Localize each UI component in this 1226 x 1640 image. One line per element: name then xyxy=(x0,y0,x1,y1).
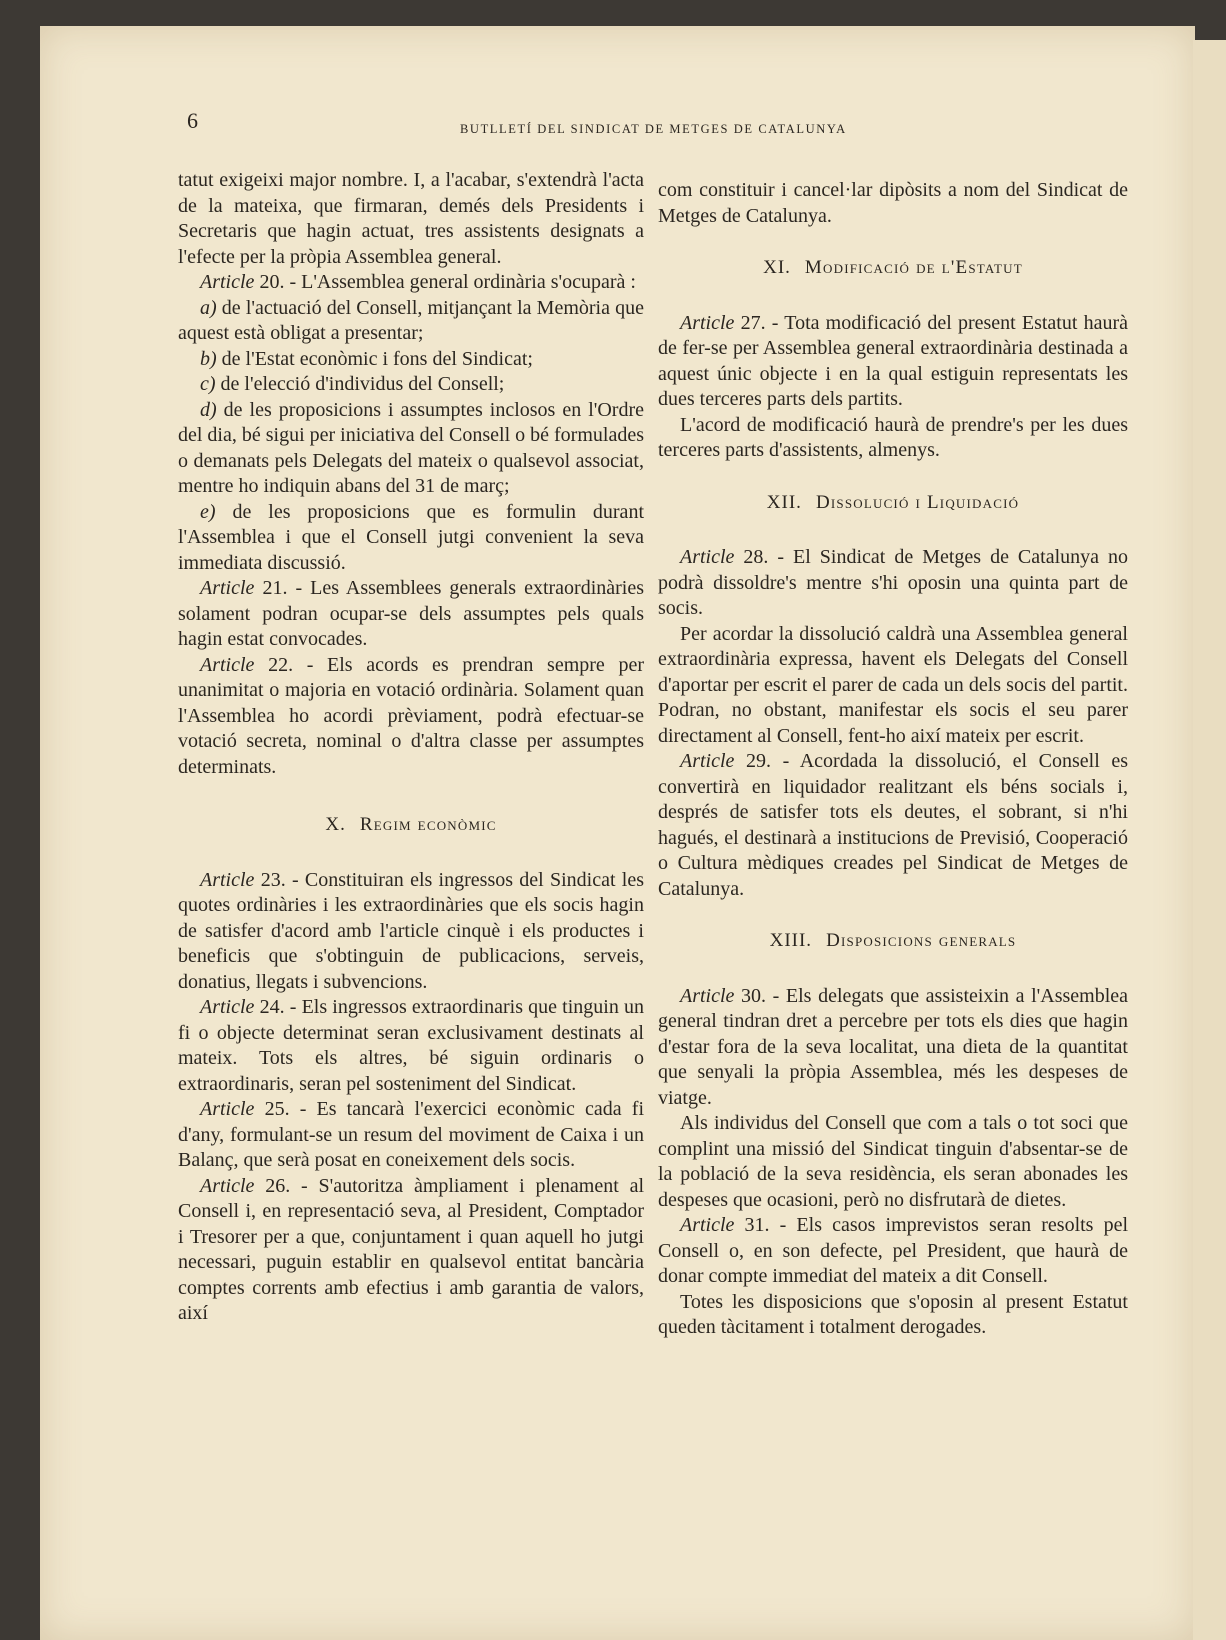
paragraph: Per acordar la dissolució caldrà una Assemblea general extraordinària expressa, havent els Delegats del Consell d'aportar per escrit el parer de cada un dels socis del partit. Podran, no obstant, manifestar els socis el seu parer directament al Consell, fent-ho així mateix per escrit. xyxy=(658,622,1128,747)
section-title: Regim econòmic xyxy=(359,814,497,835)
section-title: Modificació de l'Estatut xyxy=(804,257,1023,278)
article-text: - Constituiran els ingressos del Sindicat les quotes ordinàries i les extraordinàries que els socis hagin de satisfer d'acord amb l'article cinquè i els productes i beneficis que s'obtinguin de publicacions, serveis, donatius, llegats i subvencions. xyxy=(178,868,645,993)
article-25 xyxy=(178,1097,644,1174)
article-text: - S'autoritza àmpliament i plenament al Consell i, en representació seva, al President, Comptador i Tresorer per a que, conjuntament i quan aquell ho jutgi necessari, puguin establir en qualsevol entitat bancària comptes corrents amb efectius i amb garantia de valors, així xyxy=(178,1174,645,1324)
article-label: Article xyxy=(200,653,255,676)
article-26 xyxy=(178,1174,644,1327)
article-number: 23. xyxy=(260,868,286,891)
article-number: 27. xyxy=(740,311,766,334)
item-label: a) xyxy=(200,296,217,319)
article-23 xyxy=(178,868,644,996)
item-label: c) xyxy=(200,373,216,395)
article-text: - L'Assemblea general ordinària s'ocuparà : xyxy=(284,271,636,293)
article-31 xyxy=(658,1213,1128,1290)
article-number: 26. xyxy=(265,1174,291,1197)
article-number: 22. xyxy=(268,653,294,676)
article-24 xyxy=(178,995,644,1097)
section-heading-x xyxy=(178,812,644,838)
article-label: Article xyxy=(200,1174,255,1197)
paragraph: L'acord de modificació haurà de prendre's per les dues terceres parts d'assistents, almenys. xyxy=(658,413,1128,461)
article-label: Article xyxy=(200,577,255,599)
article-label: Article xyxy=(680,311,735,334)
right-column xyxy=(658,178,1128,1341)
section-number: XI. xyxy=(763,257,791,278)
item-text: de les proposicions que es formulin durant l'Assemblea i que el Consell jutgi convenient la seva immediata discussió. xyxy=(178,500,644,574)
section-heading-xiii xyxy=(658,928,1128,954)
article-text: - Els casos imprevistos seran resolts pel Consell o, en son defecte, pel President, que haurà de donar compte immediat del mateix a dit Consell. xyxy=(658,1214,1128,1287)
article-30 xyxy=(658,984,1128,1112)
article-label: Article xyxy=(200,271,255,293)
article-label: Article xyxy=(680,546,735,568)
section-title: Dissolució i Liquidació xyxy=(815,491,1020,513)
section-number: X. xyxy=(325,814,346,835)
item-label: e) xyxy=(200,500,216,523)
left-column xyxy=(178,168,644,1327)
article-label: Article xyxy=(200,868,255,891)
article-number: 24. xyxy=(259,996,285,1018)
list-item xyxy=(178,372,644,398)
section-number: XIII. xyxy=(769,930,813,951)
article-text: - El Sindicat de Metges de Catalunya no podrà dissoldre's mentre s'hi oposin una quinta part de socis. xyxy=(658,546,1128,619)
article-text: - Els ingressos extraordinaris que tinguin un fi o objecte determinat seran exclusivament destinats al mateix. Tots els altres, bé siguin ordinaris o extraordinaris, seran pel sosteniment del Sindicat. xyxy=(178,996,645,1095)
item-text: de l'Estat econòmic i fons del Sindicat; xyxy=(216,347,533,370)
article-number: 31. xyxy=(744,1214,770,1236)
article-27 xyxy=(658,311,1128,413)
paragraph: Als individus del Consell que com a tals o tot soci que complint una missió del Sindicat tinguin d'absentar-se de la població de la seva residència, els seran abonades les despeses que ocasioni, però no disfrutarà de dietes. xyxy=(658,1112,1128,1211)
item-text: de les proposicions i assumptes inclosos en l'Ordre del dia, bé sigui per iniciativa del Consell o bé formulades o demanats pels Delegats del mateix o qualsevol associat, mentre ho indiquin abans del 31 de març; xyxy=(178,398,644,497)
article-20 xyxy=(178,270,644,296)
section-title: Disposicions generals xyxy=(826,930,1017,951)
list-item xyxy=(178,398,644,500)
article-number: 25. xyxy=(264,1098,290,1120)
article-text: - Els delegats que assisteixin a l'Assemblea general tindran dret a percebre per tots els dies que hagin d'estar fora de la seva localitat, una dieta de la quantitat que senyali la pròpia Assemblea, més les despeses de viatge. xyxy=(658,984,1128,1109)
article-text: - Acordada la dissolució, el Consell es convertirà en liquidador realitzant els béns socials i, després de satisfer tots els deutes, el sobrant, si n'hi hagués, el destinarà a institucions de Previsió, Cooperació o Cultura mèdiques creades pel Sindicat de Metges de Catalunya. xyxy=(658,750,1129,900)
article-text: - Es tancarà l'exercici econòmic cada fi d'any, formulant-se un resum del moviment de Caixa i un Balanç, que serà posat en coneixement dels socis. xyxy=(178,1098,645,1171)
running-title: BUTLLETÍ DEL SINDICAT DE METGES DE CATALUNYA xyxy=(460,122,847,136)
article-number: 20. xyxy=(259,271,285,293)
article-number: 28. xyxy=(743,546,769,568)
list-item xyxy=(178,296,644,347)
article-label: Article xyxy=(680,984,735,1007)
article-label: Article xyxy=(200,1098,255,1120)
article-29 xyxy=(658,749,1128,902)
article-text: - Els acords es prendran sempre per unanimitat o majoria en votació ordinària. Solament quan l'Assemblea ho acordi prèviament, podrà efectuar-se votació secreta, nominal o d'altra classe per assumptes determinats. xyxy=(178,653,644,778)
article-number: 30. xyxy=(741,984,767,1007)
article-28 xyxy=(658,545,1128,622)
item-label: b) xyxy=(200,347,217,370)
article-number: 29. xyxy=(746,750,772,772)
paragraph: tatut exigeixi major nombre. I, a l'acabar, s'extendrà l'acta de la mateixa, que firmaran, demés dels Presidents i Secretaris que hagin actuat, tres assistents designats a l'efecte per la pròpia Assemblea general. xyxy=(178,169,644,268)
item-text: de l'elecció d'individus del Consell; xyxy=(215,373,505,395)
paragraph: com constituir i cancel·lar dipòsits a nom del Sindicat de Metges de Catalunya. xyxy=(658,179,1128,227)
section-number: XII. xyxy=(766,491,802,513)
article-21 xyxy=(178,576,644,653)
article-label: Article xyxy=(200,996,255,1018)
facing-page-edge xyxy=(1193,40,1226,1640)
paragraph: Totes les disposicions que s'oposin al present Estatut queden tàcitament i totalment derogades. xyxy=(658,1290,1128,1338)
section-heading-xi xyxy=(658,255,1128,281)
article-label: Article xyxy=(680,750,735,772)
article-label: Article xyxy=(680,1214,735,1236)
item-text: de l'actuació del Consell, mitjançant la Memòria que aquest està obligat a presentar; xyxy=(178,296,644,344)
list-item xyxy=(178,500,644,577)
page-number: 6 xyxy=(187,108,198,133)
article-22 xyxy=(178,653,644,781)
article-text: - Les Assemblees generals extraordinàries solament podran ocupar-se dels assumptes pels quals hagin estat convocades. xyxy=(178,577,645,650)
list-item xyxy=(178,347,644,373)
article-number: 21. xyxy=(262,577,288,599)
article-text: - Tota modificació del present Estatut haurà de fer-se per Assemblea general extraordinària destinada a aquest únic objecte i en la qual estiguin representats les dues terceres parts dels partits. xyxy=(658,311,1129,410)
item-label: d) xyxy=(200,398,217,421)
section-heading-xii xyxy=(658,490,1128,516)
